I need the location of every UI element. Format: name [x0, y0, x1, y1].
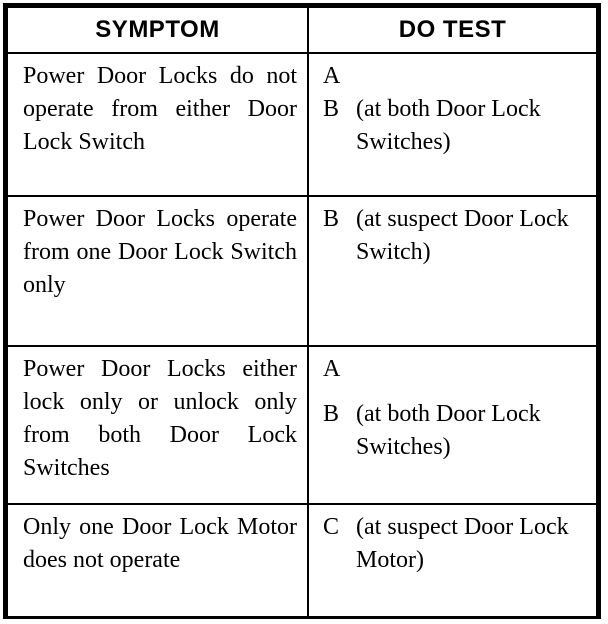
symptom-column-header: SYMPTOM — [7, 7, 308, 53]
test-cell — [308, 346, 597, 504]
test-cell — [308, 504, 597, 617]
test-letter: A — [323, 356, 341, 382]
header-row — [7, 7, 597, 53]
symptom-cell: Only one Door Lock Motor does not operate — [7, 504, 308, 617]
test-cell — [308, 196, 597, 346]
test-letter: B — [323, 206, 340, 232]
test-entry — [323, 203, 590, 269]
test-letter: A — [323, 63, 341, 89]
test-entry — [323, 398, 590, 464]
table-row — [7, 346, 597, 504]
do-test-column-header: DO TEST — [308, 7, 597, 53]
test-letter: B — [323, 96, 340, 122]
diagnosis-table — [6, 6, 598, 618]
test-letter: C — [323, 514, 340, 540]
test-note: (at both Door Lock Switches) — [356, 401, 541, 460]
diagnosis-table-frame — [3, 3, 601, 619]
symptom-cell: Power Door Locks operate from one Door Lock Switch only — [7, 196, 308, 346]
table-row — [7, 504, 597, 617]
test-entry — [323, 60, 590, 93]
test-cell — [308, 53, 597, 196]
test-entry — [323, 511, 590, 577]
symptom-cell: Power Door Locks do not operate from either Door Lock Switch — [7, 53, 308, 196]
symptom-cell: Power Door Locks either lock only or unlock only from both Door Lock Switches — [7, 346, 308, 504]
test-entry — [323, 93, 590, 159]
test-note: (at both Door Lock Switches) — [356, 96, 541, 155]
test-entry — [323, 353, 590, 386]
test-letter: B — [323, 401, 340, 427]
table-row — [7, 196, 597, 346]
table-row — [7, 53, 597, 196]
test-note: (at suspect Door Lock Motor) — [356, 514, 569, 573]
test-note: (at suspect Door Lock Switch) — [356, 206, 569, 265]
